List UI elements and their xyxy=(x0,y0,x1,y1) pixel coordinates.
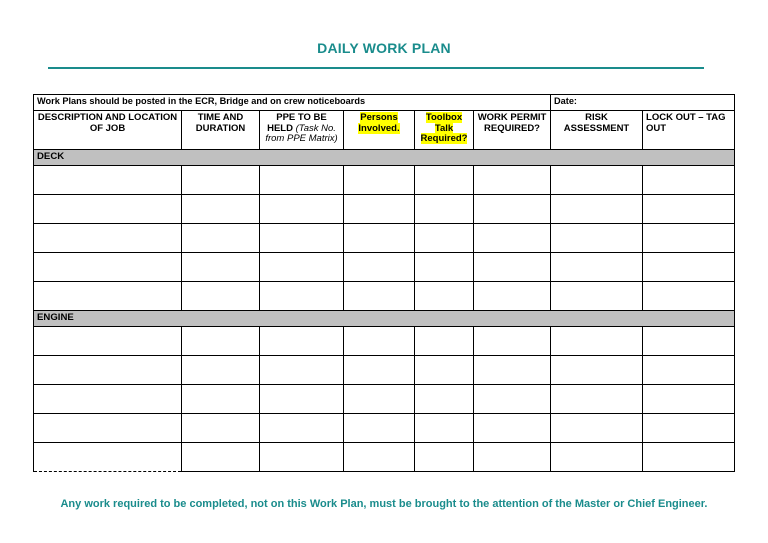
section-deck xyxy=(34,150,735,166)
deck-entry-cell[interactable] xyxy=(344,166,415,195)
engine-entry-cell[interactable] xyxy=(415,385,474,414)
page-title: DAILY WORK PLAN xyxy=(317,40,451,56)
engine-entry-cell[interactable] xyxy=(415,414,474,443)
deck-entry-cell[interactable] xyxy=(551,282,643,311)
engine-entry-cell[interactable] xyxy=(344,327,415,356)
col-toolbox-label: Toolbox Talk Required? xyxy=(420,112,468,144)
deck-entry-cell[interactable] xyxy=(643,166,735,195)
title-divider xyxy=(48,67,704,69)
section-deck-label: DECK xyxy=(34,150,735,166)
engine-entry-cell[interactable] xyxy=(182,414,260,443)
deck-entry-cell[interactable] xyxy=(344,195,415,224)
engine-entry-cell[interactable] xyxy=(182,327,260,356)
deck-entry-row xyxy=(34,224,735,253)
deck-entry-cell[interactable] xyxy=(34,253,182,282)
engine-entry-cell[interactable] xyxy=(551,327,643,356)
work-plan-table xyxy=(33,94,735,472)
engine-entry-cell[interactable] xyxy=(34,443,182,472)
engine-entry-row xyxy=(34,443,735,472)
deck-entry-cell[interactable] xyxy=(474,224,551,253)
deck-entry-cell[interactable] xyxy=(551,166,643,195)
deck-entry-row xyxy=(34,166,735,195)
deck-entry-cell[interactable] xyxy=(260,282,344,311)
engine-entry-cell[interactable] xyxy=(415,443,474,472)
deck-entry-cell[interactable] xyxy=(551,224,643,253)
engine-entry-cell[interactable] xyxy=(260,414,344,443)
engine-entry-row xyxy=(34,385,735,414)
engine-entry-cell[interactable] xyxy=(344,414,415,443)
col-persons xyxy=(344,111,415,150)
engine-entry-cell[interactable] xyxy=(34,356,182,385)
engine-entry-cell[interactable] xyxy=(643,356,735,385)
engine-entry-cell[interactable] xyxy=(643,327,735,356)
notice-row xyxy=(34,95,735,111)
engine-entry-cell[interactable] xyxy=(182,385,260,414)
deck-entry-cell[interactable] xyxy=(34,166,182,195)
deck-entry-cell[interactable] xyxy=(34,282,182,311)
engine-entry-cell[interactable] xyxy=(551,385,643,414)
engine-entry-cell[interactable] xyxy=(643,443,735,472)
engine-entry-cell[interactable] xyxy=(34,385,182,414)
engine-entry-cell[interactable] xyxy=(344,443,415,472)
deck-entry-cell[interactable] xyxy=(260,195,344,224)
footer-note: Any work required to be completed, not on this Work Plan, must be brought to the attention of the Master or Chief Engineer. xyxy=(60,498,708,510)
deck-entry-cell[interactable] xyxy=(344,253,415,282)
deck-entry-cell[interactable] xyxy=(415,224,474,253)
engine-entry-cell[interactable] xyxy=(474,327,551,356)
deck-entry-cell[interactable] xyxy=(182,195,260,224)
engine-entry-cell[interactable] xyxy=(182,356,260,385)
deck-entry-row xyxy=(34,253,735,282)
engine-entry-cell[interactable] xyxy=(260,385,344,414)
deck-entry-cell[interactable] xyxy=(643,195,735,224)
engine-entry-cell[interactable] xyxy=(260,356,344,385)
deck-entry-cell[interactable] xyxy=(415,166,474,195)
engine-entry-cell[interactable] xyxy=(551,356,643,385)
deck-entry-cell[interactable] xyxy=(260,253,344,282)
date-field[interactable]: Date: xyxy=(551,95,735,111)
col-work-permit: WORK PERMIT REQUIRED? xyxy=(474,111,551,150)
engine-entry-cell[interactable] xyxy=(551,414,643,443)
col-description: DESCRIPTION AND LOCATION OF JOB xyxy=(34,111,182,150)
deck-entry-cell[interactable] xyxy=(34,195,182,224)
engine-entry-cell[interactable] xyxy=(474,356,551,385)
deck-entry-row xyxy=(34,195,735,224)
posting-notice: Work Plans should be posted in the ECR, Bridge and on crew noticeboards xyxy=(34,95,551,111)
engine-entry-row xyxy=(34,327,735,356)
deck-entry-cell[interactable] xyxy=(415,195,474,224)
col-lockout: LOCK OUT – TAG OUT xyxy=(643,111,735,150)
engine-entry-cell[interactable] xyxy=(415,327,474,356)
deck-entry-cell[interactable] xyxy=(551,195,643,224)
engine-entry-row xyxy=(34,356,735,385)
engine-entry-cell[interactable] xyxy=(34,327,182,356)
engine-entry-cell[interactable] xyxy=(474,385,551,414)
col-ppe xyxy=(260,111,344,150)
engine-entry-cell[interactable] xyxy=(344,385,415,414)
col-time-duration: TIME AND DURATION xyxy=(182,111,260,150)
engine-entry-cell[interactable] xyxy=(474,414,551,443)
deck-entry-cell[interactable] xyxy=(643,224,735,253)
deck-entry-cell[interactable] xyxy=(260,224,344,253)
deck-entry-cell[interactable] xyxy=(260,166,344,195)
deck-entry-cell[interactable] xyxy=(182,253,260,282)
deck-entry-cell[interactable] xyxy=(474,282,551,311)
engine-entry-cell[interactable] xyxy=(643,385,735,414)
engine-entry-cell[interactable] xyxy=(551,443,643,472)
deck-entry-cell[interactable] xyxy=(474,166,551,195)
deck-entry-cell[interactable] xyxy=(415,253,474,282)
engine-entry-cell[interactable] xyxy=(415,356,474,385)
section-engine xyxy=(34,311,735,327)
deck-entry-cell[interactable] xyxy=(182,166,260,195)
deck-entry-cell[interactable] xyxy=(643,253,735,282)
engine-rows xyxy=(34,327,735,472)
deck-rows xyxy=(34,166,735,311)
col-persons-label: Persons Involved. xyxy=(358,112,400,134)
deck-entry-cell[interactable] xyxy=(182,224,260,253)
deck-entry-cell[interactable] xyxy=(415,282,474,311)
deck-entry-cell[interactable] xyxy=(474,253,551,282)
deck-entry-cell[interactable] xyxy=(344,282,415,311)
deck-entry-cell[interactable] xyxy=(182,282,260,311)
deck-entry-cell[interactable] xyxy=(344,224,415,253)
col-ppe-label: PPE TO BE HELD xyxy=(267,112,327,134)
deck-entry-cell[interactable] xyxy=(474,195,551,224)
col-ppe-note: (Task No. from PPE Matrix) xyxy=(265,122,338,144)
engine-entry-cell[interactable] xyxy=(260,443,344,472)
engine-entry-row xyxy=(34,414,735,443)
deck-entry-row xyxy=(34,282,735,311)
engine-entry-cell[interactable] xyxy=(182,443,260,472)
engine-entry-cell[interactable] xyxy=(260,327,344,356)
col-risk-assessment: RISK ASSESSMENT xyxy=(551,111,643,150)
engine-entry-cell[interactable] xyxy=(34,414,182,443)
col-toolbox xyxy=(415,111,474,150)
engine-entry-cell[interactable] xyxy=(344,356,415,385)
deck-entry-cell[interactable] xyxy=(643,282,735,311)
deck-entry-cell[interactable] xyxy=(34,224,182,253)
section-engine-label: ENGINE xyxy=(34,311,735,327)
column-header-row xyxy=(34,111,735,150)
engine-entry-cell[interactable] xyxy=(643,414,735,443)
engine-entry-cell[interactable] xyxy=(474,443,551,472)
deck-entry-cell[interactable] xyxy=(551,253,643,282)
